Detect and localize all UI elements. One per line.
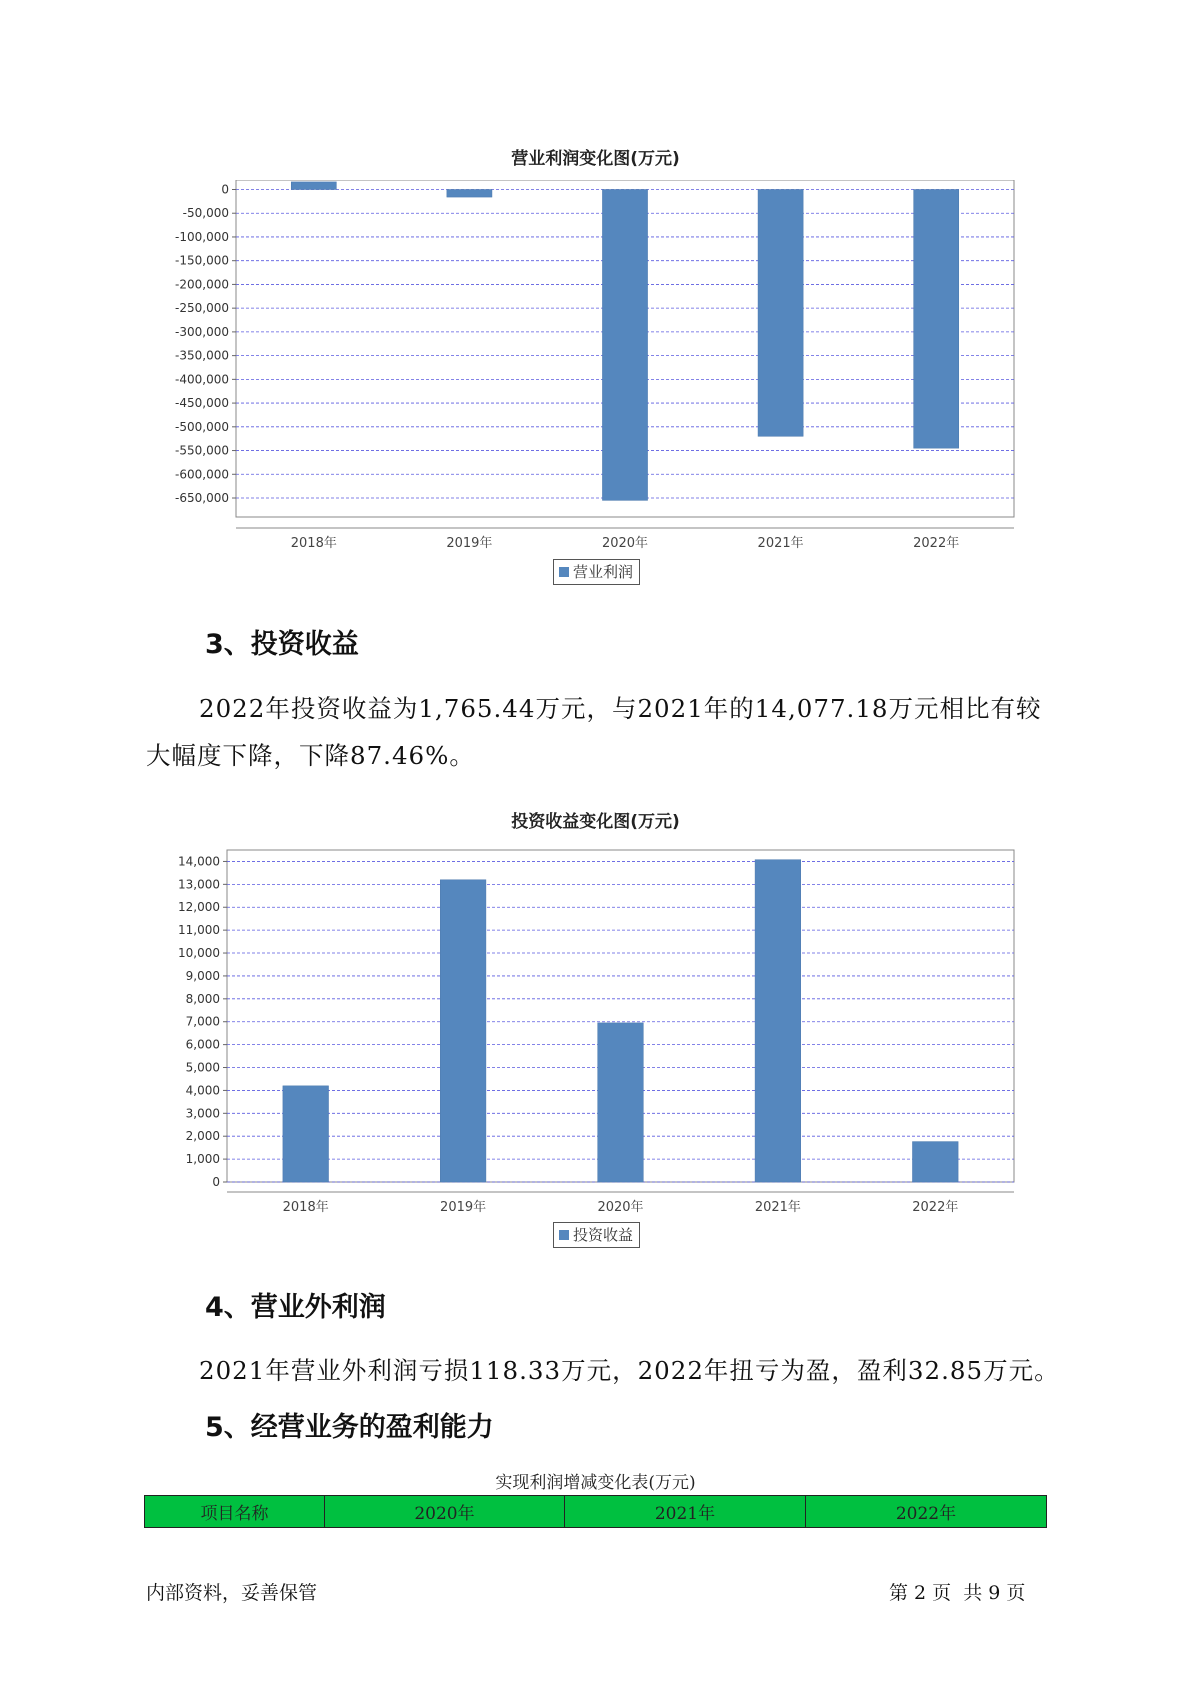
y-tick-label: -250,000 [175, 301, 229, 316]
y-tick-label: 0 [212, 1175, 220, 1189]
chart2-legend [553, 1222, 640, 1248]
table-header-cell: 2022年 [806, 1496, 1047, 1528]
bar [283, 1086, 329, 1182]
y-tick-label: -150,000 [175, 253, 229, 268]
y-tick-label: -50,000 [182, 206, 229, 221]
section4-heading: 4、营业外利润 [205, 1292, 386, 1323]
x-tick-label: 2020年 [601, 536, 649, 551]
table-header-cell: 2020年 [325, 1496, 565, 1528]
y-tick-label: 13,000 [178, 877, 220, 892]
x-tick-label: 2019年 [440, 1200, 487, 1215]
chart1-title: 营业利润变化图(万元) [511, 149, 680, 169]
y-tick-label: 3,000 [185, 1106, 220, 1121]
bar [598, 1023, 644, 1182]
chart1-legend-label: 营业利润 [573, 563, 634, 581]
chart2-title: 投资收益变化图(万元) [511, 812, 680, 832]
y-tick-label: -450,000 [175, 396, 229, 411]
x-tick-label: 2022年 [913, 536, 960, 551]
x-tick-label: 2018年 [290, 536, 337, 551]
section3-heading: 3、投资收益 [205, 629, 359, 660]
y-tick-label: 8,000 [185, 991, 220, 1006]
investment-income-chart [0, 840, 1191, 1220]
y-tick-label: 0 [221, 182, 229, 197]
y-tick-label: 10,000 [178, 946, 220, 961]
bar [447, 189, 492, 197]
bar [440, 880, 486, 1182]
bar [602, 189, 647, 500]
footer-confidential-note: 内部资料，妥善保管 [146, 1582, 318, 1604]
bar [914, 189, 959, 448]
y-tick-label: 7,000 [185, 1014, 220, 1029]
y-tick-label: 11,000 [178, 923, 220, 938]
y-tick-label: -350,000 [175, 348, 229, 363]
x-tick-label: 2021年 [754, 1200, 801, 1215]
section3-paragraph-line2: 大幅度下降，下降87.46%。 [146, 741, 475, 770]
y-tick-label: -300,000 [175, 324, 229, 339]
operating-profit-chart [0, 180, 1191, 560]
bar [758, 189, 803, 436]
y-tick-label: 14,000 [178, 854, 220, 869]
y-tick-label: -550,000 [175, 443, 229, 458]
section5-heading: 5、经营业务的盈利能力 [205, 1412, 494, 1443]
bar [755, 860, 801, 1182]
x-tick-label: 2022年 [912, 1200, 959, 1215]
x-tick-label: 2021年 [757, 536, 804, 551]
y-tick-label: 9,000 [185, 968, 220, 983]
y-tick-label: 1,000 [185, 1152, 220, 1167]
table-header-cell: 2021年 [565, 1496, 806, 1528]
table-header-row [145, 1496, 1047, 1528]
table-header-cell: 项目名称 [145, 1496, 325, 1528]
y-tick-label: 4,000 [185, 1083, 220, 1098]
legend-swatch-icon [559, 567, 569, 577]
legend-swatch-icon [559, 1230, 569, 1240]
x-tick-label: 2020年 [597, 1200, 644, 1215]
y-tick-label: -400,000 [175, 372, 229, 387]
chart1-legend [553, 559, 640, 585]
y-tick-label: 5,000 [185, 1060, 220, 1075]
profit-change-table [144, 1495, 1047, 1528]
y-tick-label: 6,000 [185, 1037, 220, 1052]
bar [291, 182, 336, 190]
chart2-legend-label: 投资收益 [573, 1226, 634, 1244]
x-tick-label: 2018年 [282, 1200, 329, 1215]
y-tick-label: -650,000 [175, 491, 229, 506]
table-caption: 实现利润增减变化表(万元) [495, 1473, 696, 1493]
y-tick-label: -500,000 [175, 419, 229, 434]
x-tick-label: 2019年 [446, 536, 493, 551]
y-tick-label: -100,000 [175, 229, 229, 244]
bar [912, 1142, 958, 1182]
section4-paragraph: 2021年营业外利润亏损118.33万元，2022年扭亏为盈，盈利32.85万元。 [199, 1356, 1060, 1385]
y-tick-label: -200,000 [175, 277, 229, 292]
y-tick-label: -600,000 [175, 467, 229, 482]
footer-page-number: 第 2 页 共 9 页 [889, 1582, 1026, 1604]
y-tick-label: 12,000 [178, 900, 220, 915]
y-tick-label: 2,000 [185, 1129, 220, 1144]
section3-paragraph-line1: 2022年投资收益为1,765.44万元，与2021年的14,077.18万元相比有较 [199, 694, 1042, 723]
